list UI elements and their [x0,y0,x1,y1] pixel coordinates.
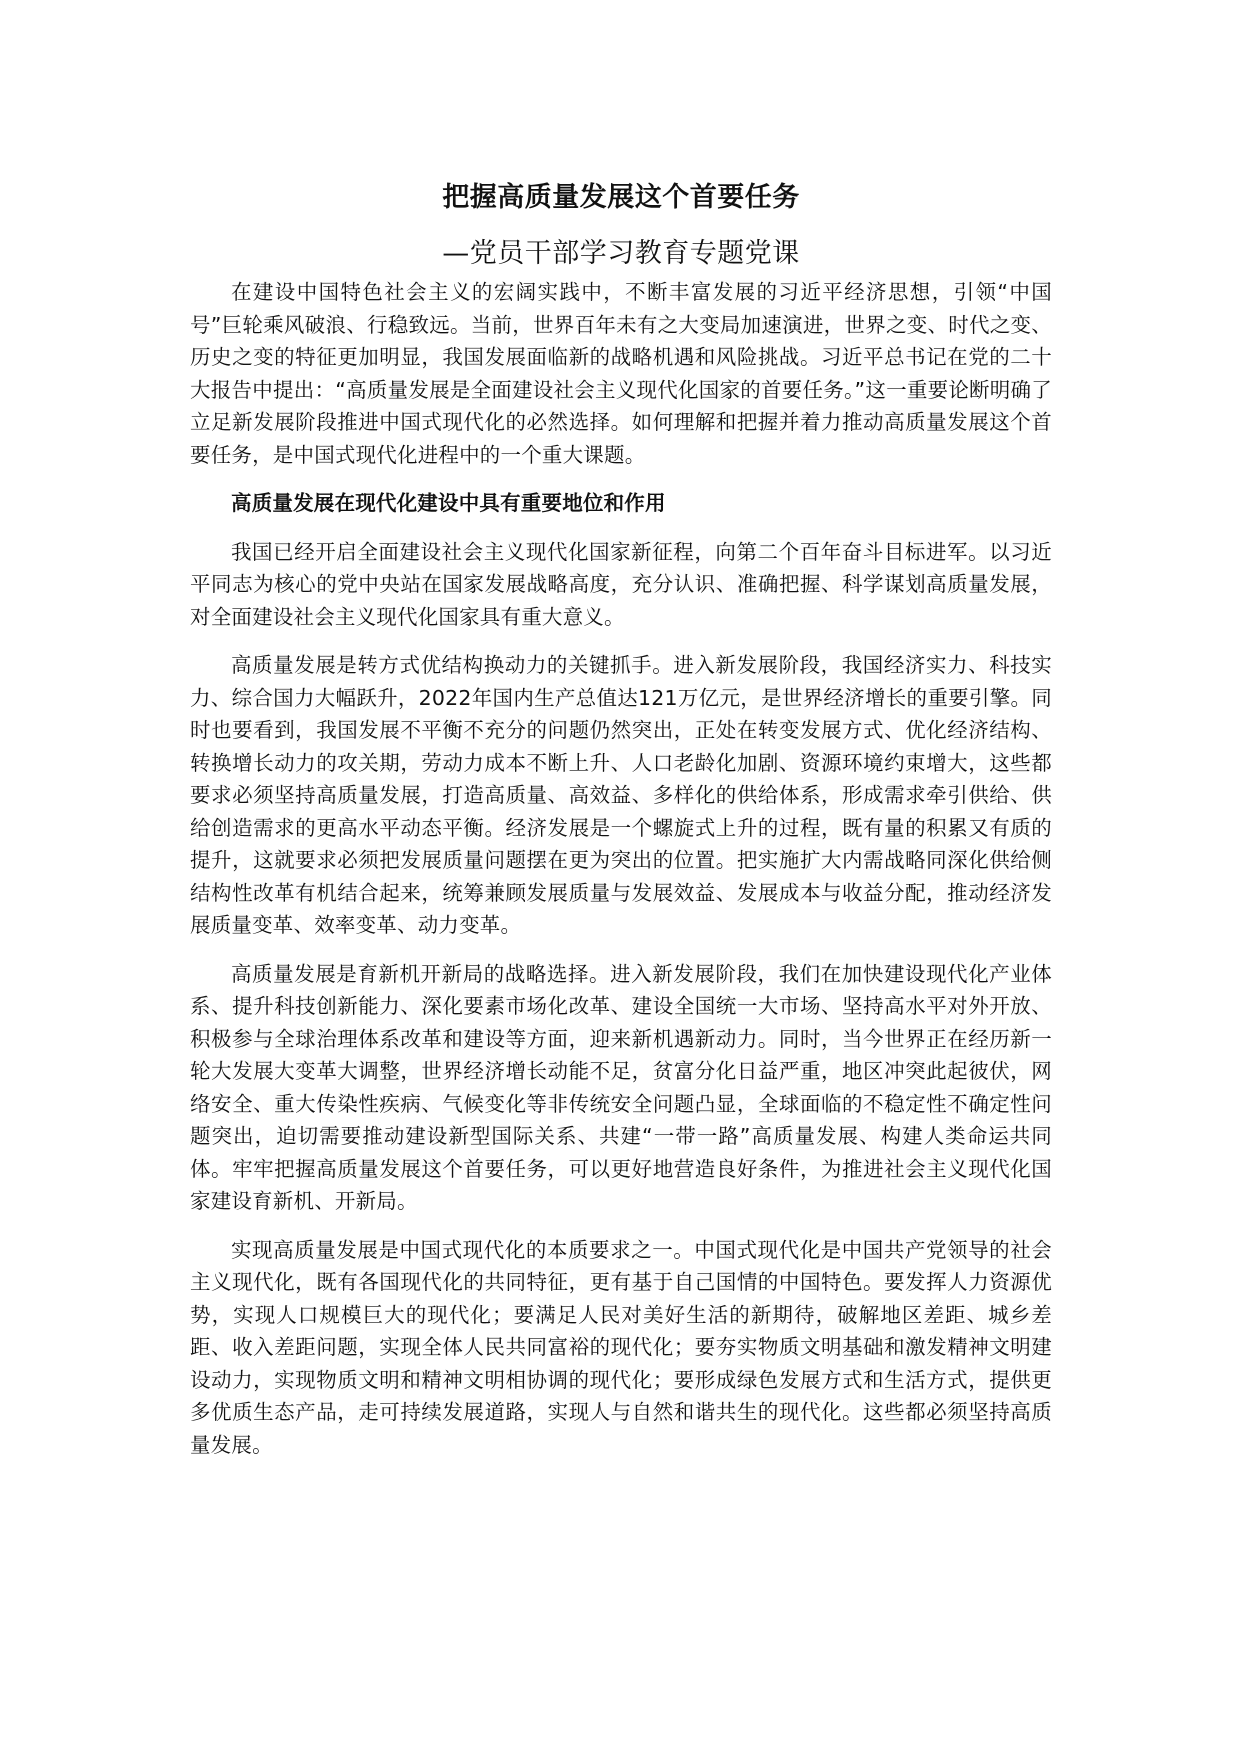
document-body [190,178,1052,1477]
intro-paragraph: 在建设中国特色社会主义的宏阔实践中，不断丰富发展的习近平经济思想，引领“中国号”巨轮乘风破浪、行稳致远。当前，世界百年未有之大变局加速演进，世界之变、时代之变、历史之变的特征更加明显，我国发展面临新的战略机遇和风险挑战。习近平总书记在党的二十大报告中提出：“高质量发展是全面建设社会主义现代化国家的首要任务。”这一重要论断明确了立足新发展阶段推进中国式现代化的必然选择。如何理解和把握并着力推动高质量发展这个首要任务，是中国式现代化进程中的一个重大课题。 [190,280,1052,467]
section-paragraph-3: 高质量发展是育新机开新局的战略选择。进入新发展阶段，我们在加快建设现代化产业体系、提升科技创新能力、深化要素市场化改革、建设全国统一大市场、坚持高水平对外开放、积极参与全球治理体系改革和建设等方面，迎来新机遇新动力。同时，当今世界正在经历新一轮大发展大变革大调整，世界经济增长动能不足，贫富分化日益严重，地区冲突此起彼伏，网络安全、重大传染性疾病、气候变化等非传统安全问题凸显，全球面临的不稳定性不确定性问题突出，迫切需要推动建设新型国际关系、共建“一带一路”高质量发展、构建人类命运共同体。牢牢把握高质量发展这个首要任务，可以更好地营造良好条件，为推进社会主义现代化国家建设育新机、开新局。 [190,961,1052,1213]
document-title: 把握高质量发展这个首要任务 [442,182,800,213]
section-paragraph-4: 实现高质量发展是中国式现代化的本质要求之一。中国式现代化是中国共产党领导的社会主义现代化，既有各国现代化的共同特征，更有基于自己国情的中国特色。要发挥人力资源优势，实现人口规模巨大的现代化；要满足人民对美好生活的新期待，破解地区差距、城乡差距、收入差距问题，实现全体人民共同富裕的现代化；要夯实物质文明基础和激发精神文明建设动力，实现物质文明和精神文明相协调的现代化；要形成绿色发展方式和生活方式，提供更多优质生态产品，走可持续发展道路，实现人与自然和谐共生的现代化。这些都必须坚持高质量发展。 [190,1237,1052,1457]
document-subtitle: —党员干部学习教育专题党课 [442,238,800,269]
section-paragraph-2: 高质量发展是转方式优结构换动力的关键抓手。进入新发展阶段，我国经济实力、科技实力、综合国力大幅跃升，2022年国内生产总值达121万亿元，是世界经济增长的重要引擎。同时也要看到，我国发展不平衡不充分的问题仍然突出，正处在转变发展方式、优化经济结构、转换增长动力的攻关期，劳动力成本不断上升、人口老龄化加剧、资源环境约束增大，这些都要求必须坚持高质量发展，打造高质量、高效益、多样化的供给体系，形成需求牵引供给、供给创造需求的更高水平动态平衡。经济发展是一个螺旋式上升的过程，既有量的积累又有质的提升，这就要求必须把发展质量问题摆在更为突出的位置。把实施扩大内需战略同深化供给侧结构性改革有机结合起来，统筹兼顾发展质量与发展效益、发展成本与收益分配，推动经济发展质量变革、效率变革、动力变革。 [190,653,1052,937]
section-heading: 高质量发展在现代化建设中具有重要地位和作用 [231,491,666,515]
section-paragraph-1: 我国已经开启全面建设社会主义现代化国家新征程，向第二个百年奋斗目标进军。以习近平同志为核心的党中央站在国家发展战略高度，充分认识、准确把握、科学谋划高质量发展，对全面建设社会主义现代化国家具有重大意义。 [190,539,1052,629]
